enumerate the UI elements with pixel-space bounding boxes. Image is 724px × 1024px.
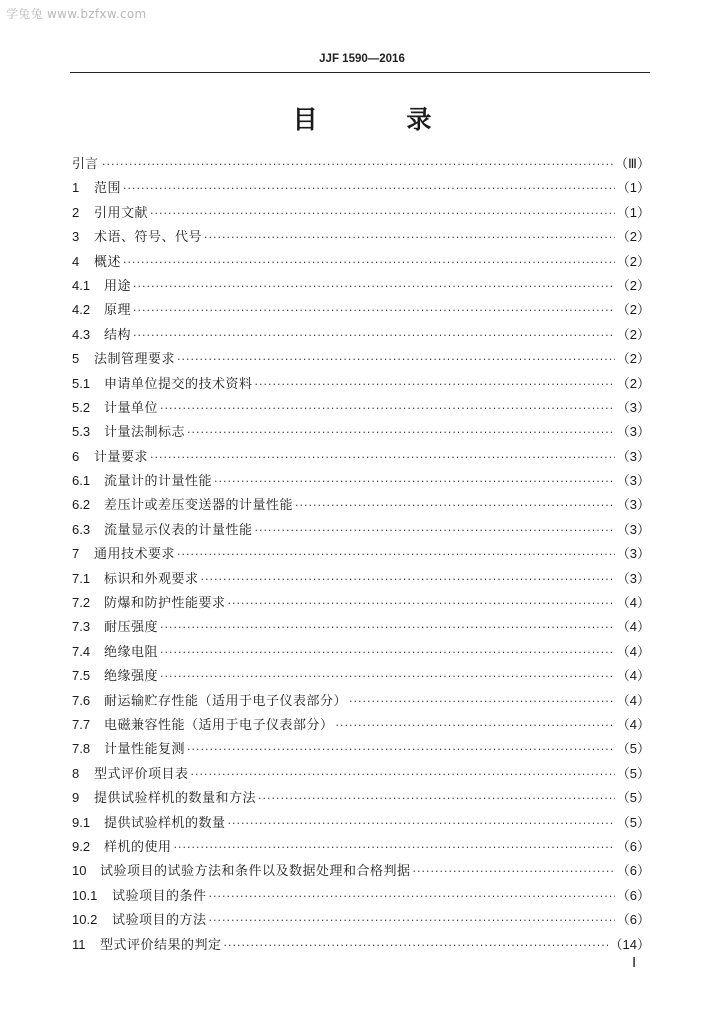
toc-entry-page: （3） xyxy=(616,424,650,440)
toc-entry[interactable] xyxy=(72,202,650,226)
toc-leader-dots xyxy=(187,743,615,756)
toc-entry[interactable] xyxy=(72,690,650,714)
toc-entry-title: 绝缘电阻 xyxy=(104,644,159,660)
toc-leader-dots xyxy=(177,548,615,561)
toc-entry[interactable] xyxy=(72,812,650,836)
toc-entry-title: 范围 xyxy=(94,181,122,197)
toc-leader-dots xyxy=(160,621,615,634)
toc-leader-dots xyxy=(209,914,615,927)
toc-entry[interactable] xyxy=(72,592,650,616)
toc-entry-page: （4） xyxy=(616,643,650,659)
toc-entry-page: （2） xyxy=(616,302,650,318)
toc-entry-title: 提供试验样机的数量和方法 xyxy=(94,791,257,807)
toc-entry-title: 计量法制标志 xyxy=(104,425,186,441)
watermark: 学兔兔 www.bzfxw.com xyxy=(6,7,147,21)
toc-entry-number: 10.2 xyxy=(72,912,98,928)
toc-entry-title: 试验项目的条件 xyxy=(112,888,207,904)
toc-entry-page: （6） xyxy=(616,863,650,879)
toc-entry-page: （5） xyxy=(616,814,650,830)
toc-entry-number: 2 xyxy=(72,204,80,220)
toc-entry-title: 型式评价结果的判定 xyxy=(100,937,222,953)
toc-entry-title: 用途 xyxy=(104,278,132,294)
toc-entry-page: （3） xyxy=(616,497,650,513)
toc-entry-page: （5） xyxy=(616,790,650,806)
toc-leader-dots xyxy=(201,573,615,586)
toc-entry-title: 引用文献 xyxy=(94,205,149,221)
toc-entry-title: 差压计或差压变送器的计量性能 xyxy=(104,498,294,514)
toc-entry-title: 流量显示仪表的计量性能 xyxy=(104,522,253,538)
toc-entry[interactable] xyxy=(72,153,650,177)
toc-leader-dots xyxy=(349,695,615,708)
toc-entry-number: 7.8 xyxy=(72,741,91,757)
toc-entry[interactable] xyxy=(72,446,650,470)
toc-entry[interactable] xyxy=(72,519,650,543)
toc-entry[interactable] xyxy=(72,787,650,811)
toc-entry-page: （3） xyxy=(616,448,650,464)
toc-leader-dots xyxy=(123,182,615,195)
toc-leader-dots xyxy=(336,719,615,732)
toc-entry-number: 4.3 xyxy=(72,326,91,342)
toc-leader-dots xyxy=(204,231,615,244)
toc-entry-page: （4） xyxy=(616,668,650,684)
toc-entry[interactable] xyxy=(72,251,650,275)
toc-entry[interactable] xyxy=(72,860,650,884)
toc-entry-title: 标识和外观要求 xyxy=(104,571,199,587)
toc-entry[interactable] xyxy=(72,714,650,738)
toc-leader-dots xyxy=(160,402,615,415)
toc-entry[interactable] xyxy=(72,934,650,958)
toc-entry[interactable] xyxy=(72,836,650,860)
toc-entry-number: 10.1 xyxy=(72,887,98,903)
toc-entry-number: 7.7 xyxy=(72,716,91,732)
toc-leader-dots xyxy=(160,646,615,659)
toc-entry-title: 耐运输贮存性能（适用于电子仪表部分） xyxy=(104,693,348,709)
toc-entry-page: （14） xyxy=(609,936,650,952)
toc-entry-page: （2） xyxy=(616,326,650,342)
page-number: Ⅰ xyxy=(632,956,637,971)
toc-entry-title: 提供试验样机的数量 xyxy=(104,815,226,831)
toc-entry-title: 计量要求 xyxy=(94,449,149,465)
toc-entry-page: （3） xyxy=(616,546,650,562)
toc-entry-title: 原理 xyxy=(104,303,132,319)
toc-leader-dots xyxy=(102,158,613,171)
toc-entry-title: 通用技术要求 xyxy=(94,547,176,563)
page-title: 目 录 xyxy=(292,105,472,134)
toc-entry-page: （2） xyxy=(616,277,650,293)
toc-leader-dots xyxy=(413,865,615,878)
toc-leader-dots xyxy=(255,524,615,537)
toc-entry-title: 电磁兼容性能（适用于电子仪表部分） xyxy=(104,717,334,733)
header-rule xyxy=(70,72,650,73)
toc-entry-page: （2） xyxy=(616,351,650,367)
toc-entry-page: （1） xyxy=(616,180,650,196)
toc-entry-number: 6.1 xyxy=(72,473,91,489)
toc-entry-number: 5.3 xyxy=(72,424,91,440)
toc-leader-dots xyxy=(209,890,615,903)
toc-leader-dots xyxy=(258,792,615,805)
toc-entry-title: 计量性能复测 xyxy=(104,742,186,758)
toc-leader-dots xyxy=(255,378,615,391)
toc-leader-dots xyxy=(150,207,615,220)
toc-entry-number: 4 xyxy=(72,253,80,269)
toc-entry[interactable] xyxy=(72,373,650,397)
toc-leader-dots xyxy=(150,451,615,464)
toc-entry-title: 法制管理要求 xyxy=(94,352,176,368)
toc-leader-dots xyxy=(228,597,615,610)
toc-entry-number: 7.6 xyxy=(72,692,91,708)
toc-entry-page: （3） xyxy=(616,570,650,586)
toc-entry-number: 6.3 xyxy=(72,521,91,537)
toc-entry[interactable] xyxy=(72,470,650,494)
toc-entry-number: 11 xyxy=(72,936,86,952)
toc-entry[interactable] xyxy=(72,226,650,250)
toc-entry-number: 7.5 xyxy=(72,668,91,684)
document-code: JJF 1590—2016 xyxy=(319,53,405,65)
toc-entry[interactable] xyxy=(72,885,650,909)
toc-entry-title: 型式评价项目表 xyxy=(94,766,189,782)
toc-entry-number: 7 xyxy=(72,546,80,562)
toc-entry-title: 防爆和防护性能要求 xyxy=(104,596,226,612)
toc-leader-dots xyxy=(133,280,615,293)
toc-entry-title: 试验项目的方法 xyxy=(112,913,207,929)
toc-entry[interactable] xyxy=(72,299,650,323)
toc-entry[interactable] xyxy=(72,494,650,518)
toc-entry-number: 10 xyxy=(72,863,87,879)
toc-entry-page: （1） xyxy=(616,204,650,220)
toc-leader-dots xyxy=(177,353,615,366)
toc-entry-page: （4） xyxy=(616,692,650,708)
toc-entry-page: （5） xyxy=(616,765,650,781)
toc-entry-number: 引言 xyxy=(72,156,99,171)
toc-entry-title: 计量单位 xyxy=(104,400,159,416)
toc-entry-number: 1 xyxy=(72,180,80,196)
toc-entry-title: 概述 xyxy=(94,254,122,270)
toc-entry-page: （4） xyxy=(616,619,650,635)
toc-entry[interactable] xyxy=(72,641,650,665)
toc-entry[interactable] xyxy=(72,738,650,762)
toc-leader-dots xyxy=(123,256,615,269)
toc-entry-number: 5 xyxy=(72,351,80,367)
toc-entry-page: （3） xyxy=(616,521,650,537)
toc-entry-page: （4） xyxy=(616,716,650,732)
toc-entry[interactable] xyxy=(72,275,650,299)
toc-entry[interactable] xyxy=(72,763,650,787)
toc-entry[interactable] xyxy=(72,177,650,201)
toc-entry-page: （2） xyxy=(616,229,650,245)
toc-entry[interactable] xyxy=(72,348,650,372)
toc-entry-number: 7.4 xyxy=(72,643,91,659)
toc-leader-dots xyxy=(133,304,615,317)
toc-entry-title: 样机的使用 xyxy=(104,839,172,855)
toc-leader-dots xyxy=(160,670,615,683)
toc-entry-number: 5.1 xyxy=(72,375,91,391)
toc-entry-page: （3） xyxy=(616,473,650,489)
toc-entry-number: 6.2 xyxy=(72,497,91,513)
toc-entry-page: （6） xyxy=(616,887,650,903)
toc-entry-number: 9.1 xyxy=(72,814,91,830)
toc-leader-dots xyxy=(224,939,608,952)
toc-entry-number: 3 xyxy=(72,229,80,245)
toc-entry[interactable] xyxy=(72,421,650,445)
toc-entry-page: （6） xyxy=(616,838,650,854)
toc-entry-title: 申请单位提交的技术资料 xyxy=(104,376,253,392)
toc-leader-dots xyxy=(174,841,615,854)
toc-entry-page: （6） xyxy=(616,912,650,928)
toc-entry-page: （4） xyxy=(616,595,650,611)
toc-leader-dots xyxy=(191,768,615,781)
toc-entry[interactable] xyxy=(72,324,650,348)
toc-entry[interactable] xyxy=(72,909,650,933)
toc-entry-number: 9 xyxy=(72,790,80,806)
toc-entry-title: 流量计的计量性能 xyxy=(104,474,213,490)
toc-entry-title: 结构 xyxy=(104,327,132,343)
toc-entry[interactable] xyxy=(72,616,650,640)
toc-entry-number: 6 xyxy=(72,448,80,464)
toc-entry-number: 4.2 xyxy=(72,302,91,318)
toc-entry[interactable] xyxy=(72,568,650,592)
toc-entry-page: （3） xyxy=(616,399,650,415)
toc-entry[interactable] xyxy=(72,397,650,421)
toc-leader-dots xyxy=(214,475,615,488)
toc-entry-page: （2） xyxy=(616,253,650,269)
toc-leader-dots xyxy=(187,426,615,439)
toc-entry-title: 试验项目的试验方法和条件以及数据处理和合格判据 xyxy=(100,864,411,880)
toc-entry-page: （Ⅲ） xyxy=(615,156,650,171)
toc-entry-number: 7.3 xyxy=(72,619,91,635)
toc-entry-title: 耐压强度 xyxy=(104,620,159,636)
toc-leader-dots xyxy=(295,499,615,512)
table-of-contents xyxy=(72,153,650,958)
toc-entry[interactable] xyxy=(72,665,650,689)
toc-leader-dots xyxy=(228,817,615,830)
toc-entry-number: 9.2 xyxy=(72,838,91,854)
toc-entry-number: 5.2 xyxy=(72,399,91,415)
toc-entry-number: 7.1 xyxy=(72,570,91,586)
toc-leader-dots xyxy=(133,329,615,342)
toc-entry-title: 术语、符号、代号 xyxy=(94,230,203,246)
toc-entry-page: （5） xyxy=(616,741,650,757)
toc-entry-number: 8 xyxy=(72,765,80,781)
toc-entry-page: （2） xyxy=(616,375,650,391)
toc-entry-number: 4.1 xyxy=(72,277,91,293)
toc-entry-title: 绝缘强度 xyxy=(104,669,159,685)
toc-entry[interactable] xyxy=(72,543,650,567)
toc-entry-number: 7.2 xyxy=(72,595,91,611)
